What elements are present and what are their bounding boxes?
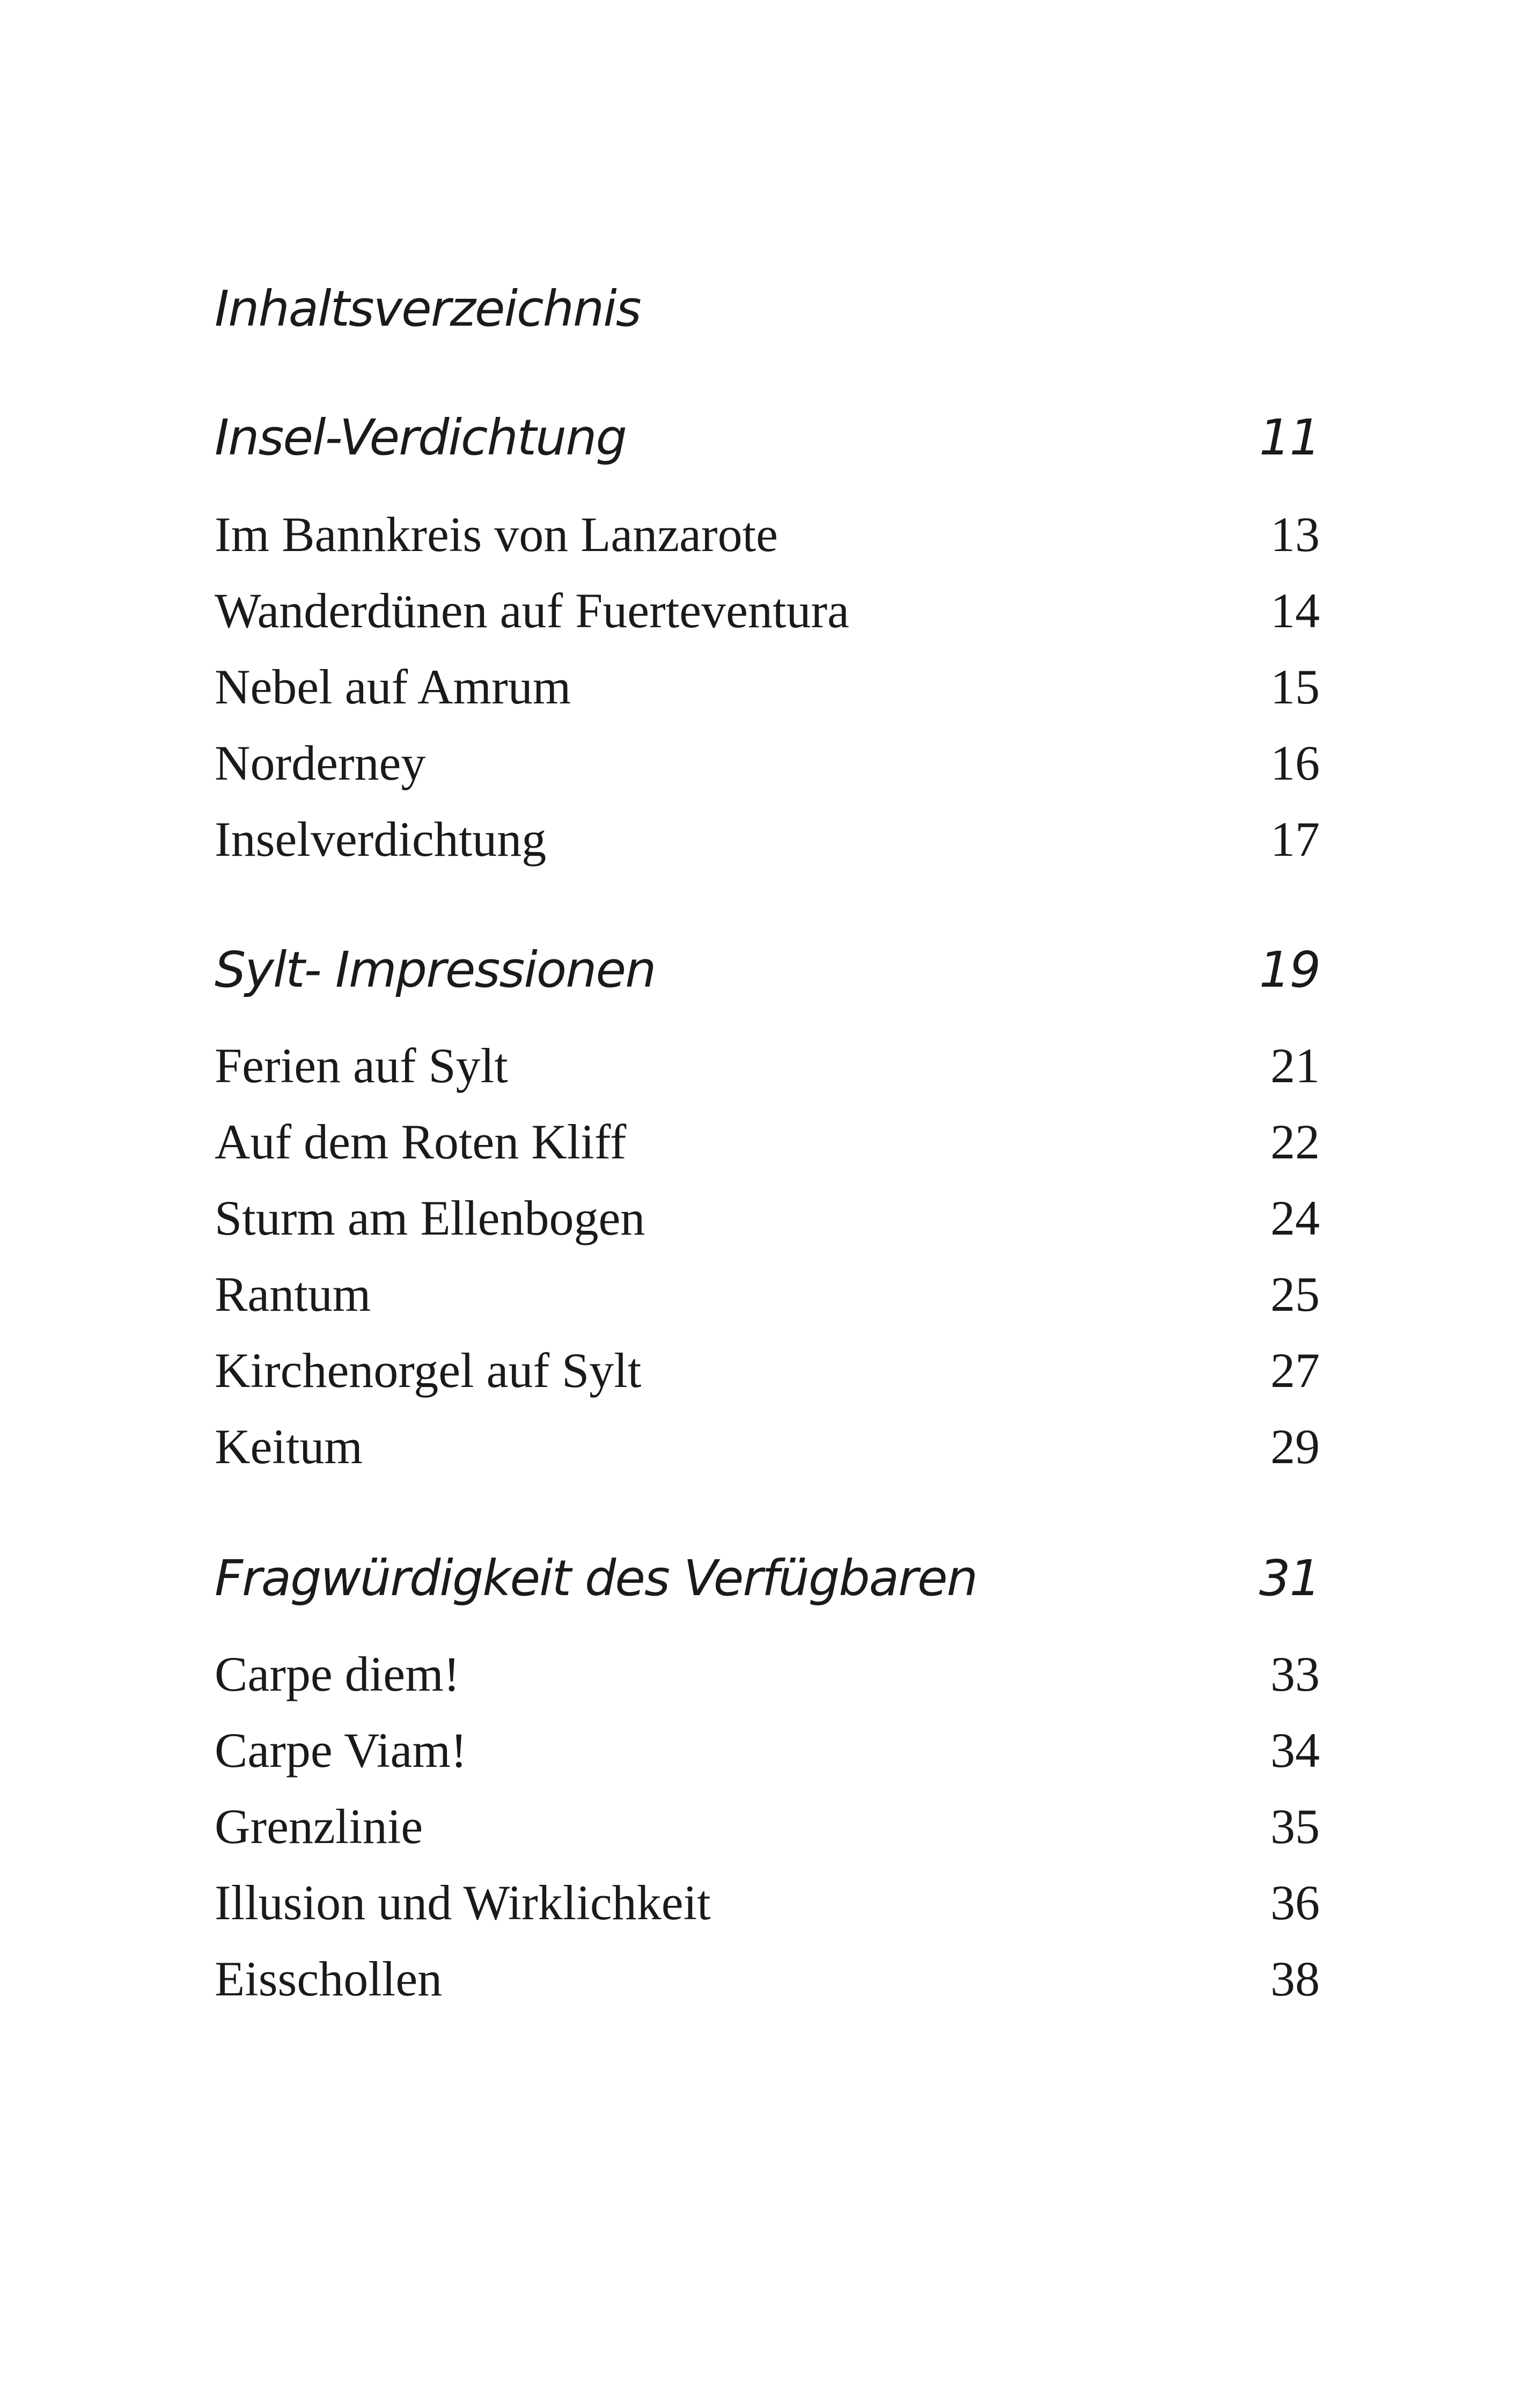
entry-title: Grenzlinie (215, 1799, 423, 1854)
entry-title: Rantum (215, 1267, 371, 1322)
entry-page: 38 (1270, 1951, 1320, 2006)
entry-title: Inselverdichtung (215, 812, 547, 867)
toc-entry (215, 1875, 1320, 1930)
section-title: Sylt- Impressionen (215, 941, 656, 999)
entry-title: Nebel auf Amrum (215, 659, 571, 714)
entry-page: 33 (1270, 1647, 1320, 1701)
section-page: 11 (1259, 409, 1320, 466)
toc-entry (215, 812, 1320, 867)
entry-title: Carpe Viam! (215, 1723, 467, 1778)
entry-title: Sturm am Ellenbogen (215, 1191, 645, 1245)
toc-title: Inhaltsverzeichnis (215, 280, 641, 337)
entry-page: 34 (1270, 1723, 1320, 1778)
entry-page: 36 (1270, 1875, 1320, 1930)
toc-entry (215, 1799, 1320, 1854)
toc-entry (215, 1649, 1320, 1699)
entry-title: Norderney (215, 736, 426, 790)
toc-entry (215, 583, 1320, 638)
toc-entry (215, 1343, 1320, 1398)
entry-title: Kirchenorgel auf Sylt (215, 1343, 642, 1398)
entry-title: Auf dem Roten Kliff (215, 1114, 627, 1169)
toc-entry (215, 659, 1320, 714)
entry-page: 16 (1270, 736, 1320, 790)
toc-entry (215, 1723, 1320, 1778)
toc-entry (215, 738, 1320, 788)
entry-page: 14 (1270, 583, 1320, 638)
toc-entry (215, 1951, 1320, 2006)
entry-title: Wanderdünen auf Fuerteventura (215, 583, 849, 638)
entry-page: 15 (1270, 659, 1320, 714)
entry-title: Ferien auf Sylt (215, 1038, 508, 1093)
section-heading (215, 941, 1320, 999)
section-heading (215, 1550, 1320, 1607)
entry-title: Illusion und Wirklichkeit (215, 1875, 711, 1930)
toc-entry (215, 1114, 1320, 1169)
toc-entry (215, 507, 1320, 562)
entry-page: 17 (1270, 812, 1320, 867)
section-page: 19 (1259, 941, 1320, 999)
toc-entry (215, 1038, 1320, 1093)
entry-title: Im Bannkreis von Lanzarote (215, 507, 778, 562)
entry-page: 13 (1270, 507, 1320, 562)
entry-page: 24 (1270, 1191, 1320, 1245)
section-title: Fragwürdigkeit des Verfügbaren (215, 1550, 977, 1607)
section-page: 31 (1259, 1550, 1320, 1607)
entry-page: 29 (1270, 1419, 1320, 1474)
entry-page: 22 (1270, 1114, 1320, 1169)
entry-title: Eisschollen (215, 1951, 443, 2006)
toc-entry (215, 1267, 1320, 1322)
entry-page: 35 (1270, 1799, 1320, 1854)
toc-entry (215, 1419, 1320, 1474)
toc-entry (215, 1193, 1320, 1243)
section-heading (215, 409, 1320, 466)
entry-page: 21 (1270, 1038, 1320, 1093)
section-title: Insel-Verdichtung (215, 409, 626, 466)
entry-title: Carpe diem! (215, 1647, 460, 1701)
entry-page: 27 (1270, 1343, 1320, 1398)
entry-page: 25 (1270, 1267, 1320, 1322)
entry-title: Keitum (215, 1419, 363, 1474)
